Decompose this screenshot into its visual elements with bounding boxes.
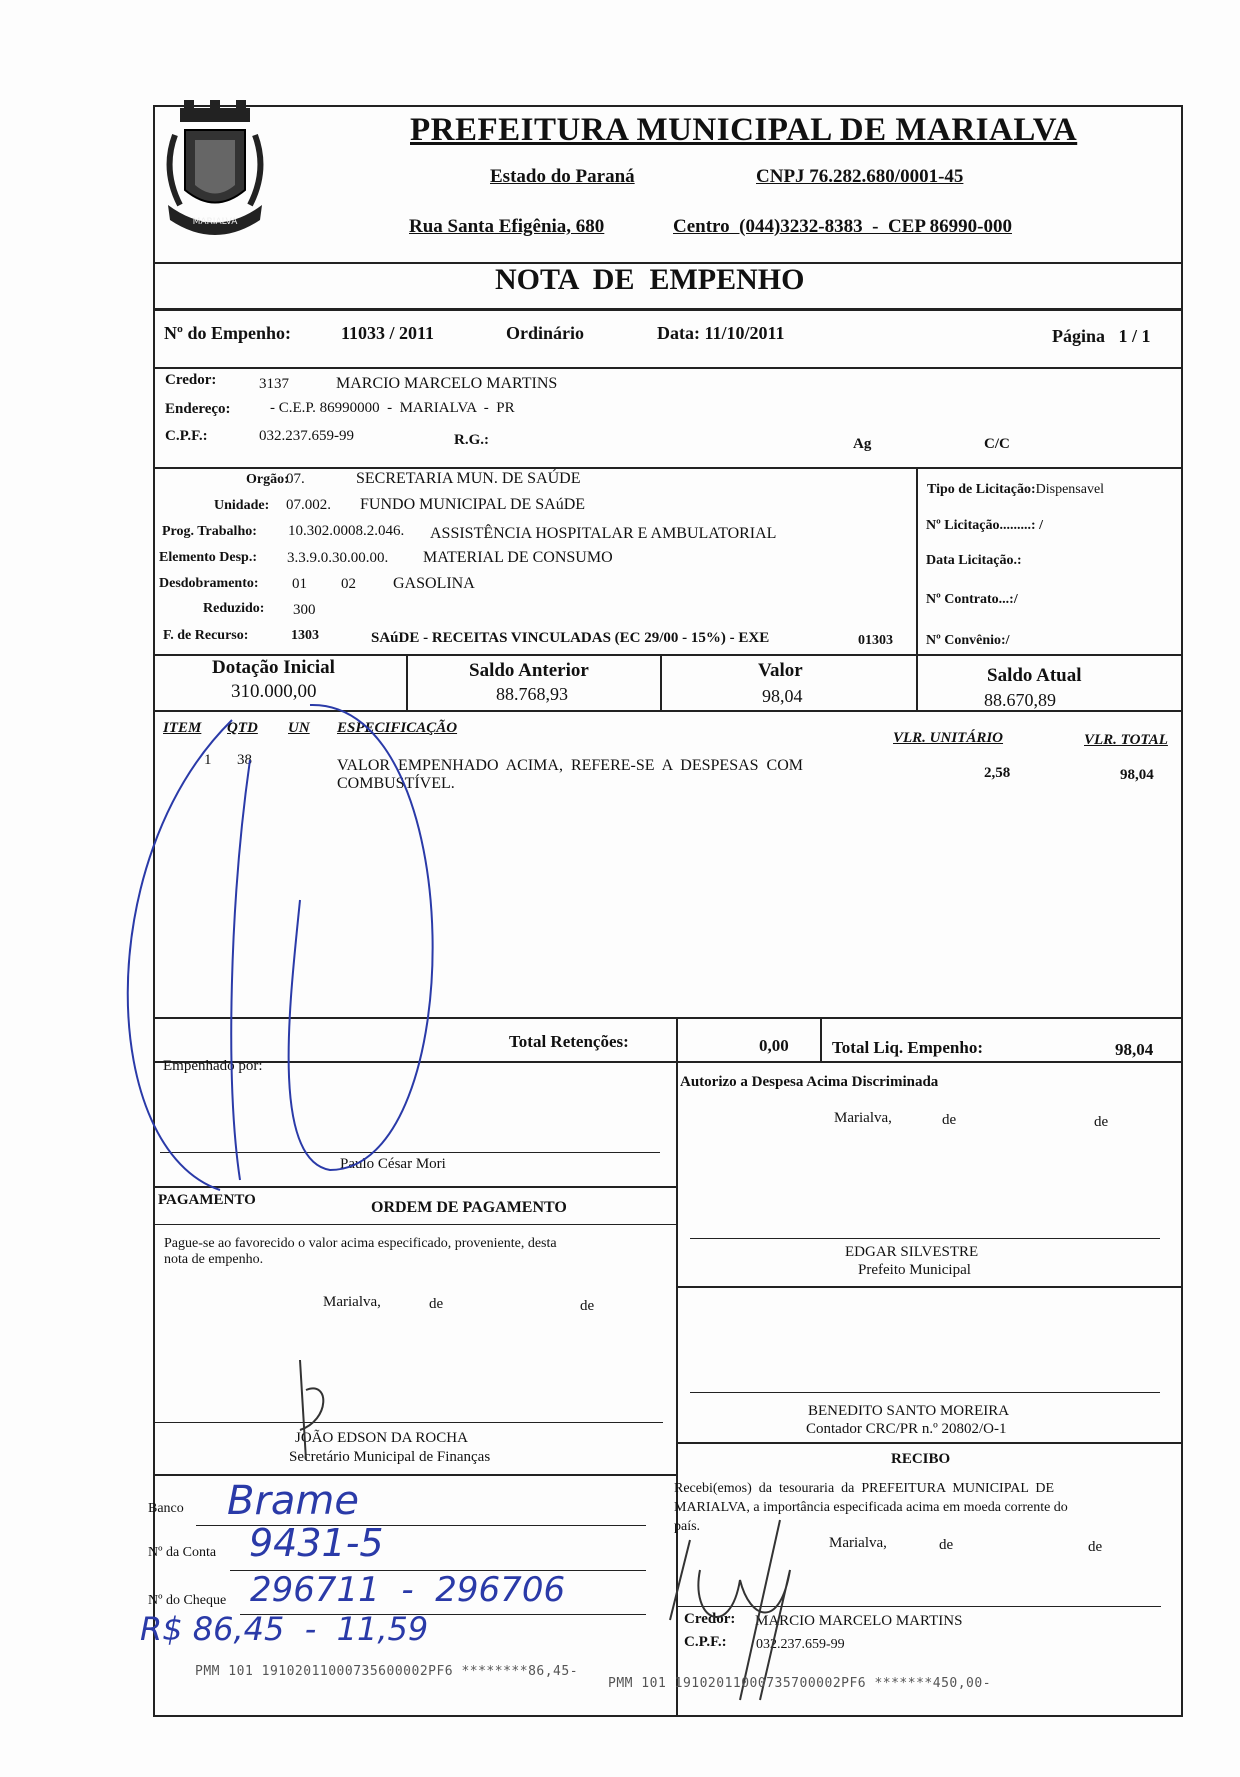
col-qtd: QTD [227,720,258,736]
tipo-licitacao: Tipo de Licitação:Dispensavel [927,482,1105,497]
orgao-label: Orgão: [246,472,289,487]
elemento-label: Elemento Desp.: [159,550,257,565]
recibo-cpf-value: 032.237.659-99 [756,1637,845,1652]
fonte-name: SAúDE - RECEITAS VINCULADAS (EC 29/00 - 15%) - EXE [371,630,770,646]
orgao-code: 07. [286,471,305,487]
header-street: Rua Santa Efigênia, 680 [409,216,605,237]
num-contrato: Nº Contrato...:/ [926,592,1018,607]
col-especificacao: ESPECIFICAÇÃO [337,720,458,736]
bank-stamp-left: PMM 101 19102011000735600002PF6 ********86,45- [195,1664,579,1679]
credor-code: 3137 [259,376,289,392]
unidade-name: FUNDO MUNICIPAL DE SAúDE [360,496,586,513]
col-un: UN [288,720,310,736]
pagamento-label: PAGAMENTO [158,1192,256,1208]
recibo-cpf-label: C.P.F.: [684,1634,727,1650]
row-item: 1 [204,752,212,768]
pagamento-text-2: nota de empenho. [164,1252,264,1267]
endereco-value: - C.E.P. 86990000 - MARIALVA - PR [270,400,515,416]
empenho-page: Página 1 / 1 [1052,326,1151,346]
pagamento-de2: de [580,1298,595,1314]
row-qtd: 38 [237,752,252,768]
data-licitacao: Data Licitação.: [926,553,1022,568]
empenhado-signature [128,705,433,1190]
recibo-credor-label: Credor: [684,1611,736,1627]
credor-label: Credor: [165,372,217,388]
elemento-name: MATERIAL DE CONSUMO [423,549,613,566]
prog-code: 10.302.0008.2.046. [288,523,405,539]
secretario-name: JOÃO EDSON DA ROCHA [295,1430,468,1446]
banco-value: Brame [227,1478,359,1524]
conta-label: Nº da Conta [148,1545,217,1560]
header-title: PREFEITURA MUNICIPAL DE MARIALVA [410,112,1078,148]
total-retencoes-value: 0,00 [759,1036,789,1055]
banco-label: Banco [148,1501,184,1516]
prefeito-name: EDGAR SILVESTRE [845,1244,979,1260]
endereco-label: Endereço: [165,401,231,417]
saldo-atual-value: 88.670,89 [984,690,1056,710]
autorizo-de2: de [1094,1114,1109,1130]
num-licitacao: Nº Licitação.........: / [926,518,1043,533]
row-especificacao-2: COMBUSTÍVEL. [337,775,455,792]
secretario-title: Secretário Municipal de Finanças [289,1449,491,1465]
cc-label: C/C [984,436,1010,452]
autorizo-place: Marialva, [834,1110,892,1126]
autorizo-de1: de [942,1112,957,1128]
empenho-label: Nº do Empenho: [164,323,291,343]
saldo-anterior-label: Saldo Anterior [469,660,589,681]
fonte-number: 01303 [858,633,893,648]
valor-label: Valor [758,660,803,681]
empenho-number: 11033 / 2011 [341,323,435,343]
valores-manuscritos: R$ 86,45 - 11,59 [140,1610,429,1648]
cpf-label: C.P.F.: [165,428,208,444]
header-cnpj: CNPJ 76.282.680/0001-45 [756,166,964,187]
recibo-de1: de [939,1537,954,1553]
desdobramento-code2: 02 [341,576,356,592]
svg-text:MARIALVA: MARIALVA [192,217,238,227]
saldo-anterior-value: 88.768,93 [496,684,568,704]
cheque-value: 296711 - 296706 [250,1570,566,1610]
header-contact: Centro (044)3232-8383 - CEP 86990-000 [673,216,1012,237]
orgao-name: SECRETARIA MUN. DE SAÚDE [356,470,581,487]
recibo-text-3: país. [674,1519,701,1534]
recibo-credor-name: MARCIO MARCELO MARTINS [755,1613,963,1629]
bank-stamp-right: PMM 101 19102011000735700002PF6 *******450,00- [608,1676,992,1691]
dotacao-value: 310.000,00 [231,681,317,702]
reduzido-label: Reduzido: [203,601,265,616]
num-convenio: Nº Convênio:/ [926,633,1010,648]
empenho-type: Ordinário [506,323,585,343]
recibo-de2: de [1088,1539,1103,1555]
cheque-label: Nº do Cheque [148,1593,227,1608]
saldo-atual-label: Saldo Atual [987,665,1082,686]
fonte-label: F. de Recurso: [163,628,249,643]
secretario-signature [300,1360,323,1460]
ag-label: Ag [853,436,872,452]
prog-label: Prog. Trabalho: [162,524,257,539]
empenhado-name: Paulo César Mori [340,1156,446,1172]
col-item: ITEM [163,720,202,736]
autorizo-label: Autorizo a Despesa Acima Discriminada [680,1074,939,1090]
contador-name: BENEDITO SANTO MOREIRA [808,1403,1010,1419]
unidade-label: Unidade: [214,498,270,513]
prog-name: ASSISTÊNCIA HOSPITALAR E AMBULATORIAL [430,525,777,542]
desdobramento-label: Desdobramento: [159,576,259,591]
ordem-pagamento-label: ORDEM DE PAGAMENTO [371,1199,567,1216]
row-vlr-unitario: 2,58 [984,765,1011,781]
empenhado-label: Empenhado por: [163,1058,263,1074]
row-vlr-total: 98,04 [1120,767,1154,783]
conta-value: 9431-5 [249,1521,384,1565]
pagamento-text-1: Pague-se ao favorecido o valor acima especificado, proveniente, desta [164,1236,557,1251]
total-liq-label: Total Liq. Empenho: [832,1038,983,1057]
doc-title: NOTA DE EMPENHO [495,263,805,296]
cpf-value: 032.237.659-99 [259,428,354,444]
total-retencoes-label: Total Retenções: [509,1032,629,1051]
credor-signature [670,1520,790,1700]
row-especificacao-1: VALOR EMPENHADO ACIMA, REFERE-SE A DESPESAS COM [337,757,803,774]
desdobramento-code1: 01 [292,576,307,592]
desdobramento-name: GASOLINA [393,575,475,592]
fonte-code: 1303 [291,628,319,643]
empenho-date: Data: 11/10/2011 [657,323,785,343]
recibo-title: RECIBO [891,1451,951,1467]
recibo-text-2: MARIALVA, a importância especificada acima em moeda corrente do [674,1500,1068,1515]
credor-name: MARCIO MARCELO MARTINS [336,375,558,392]
valor-value: 98,04 [762,686,803,706]
rg-label: R.G.: [454,432,489,448]
unidade-code: 07.002. [286,497,331,513]
pagamento-de1: de [429,1296,444,1312]
col-vlr-total: VLR. TOTAL [1084,732,1168,748]
contador-title: Contador CRC/PR n.º 20802/O-1 [806,1421,1007,1437]
dotacao-label: Dotação Inicial [212,657,335,678]
prefeito-title: Prefeito Municipal [858,1262,971,1278]
header-state: Estado do Paraná [490,166,635,187]
total-liq-value: 98,04 [1115,1040,1154,1059]
col-vlr-unitario: VLR. UNITÁRIO [893,730,1004,746]
recibo-text-1: Recebi(emos) da tesouraria da PREFEITURA MUNICIPAL DE [674,1481,1055,1496]
recibo-place: Marialva, [829,1535,887,1551]
elemento-code: 3.3.9.0.30.00.00. [287,550,389,566]
pagamento-place: Marialva, [323,1294,381,1310]
reduzido-value: 300 [293,602,316,618]
